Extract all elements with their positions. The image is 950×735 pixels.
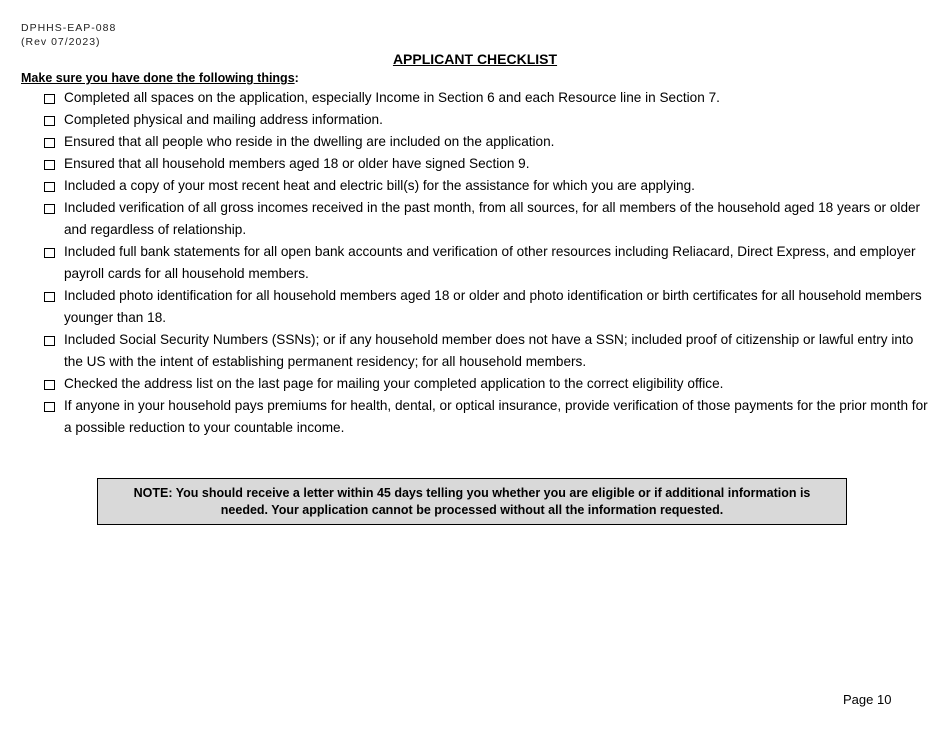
- checklist-item: [44, 373, 929, 395]
- checkbox[interactable]: [44, 94, 55, 104]
- checkbox[interactable]: [44, 292, 55, 302]
- checkbox[interactable]: [44, 138, 55, 148]
- checklist-item-text: Completed physical and mailing address information.: [64, 112, 383, 127]
- checkbox[interactable]: [44, 402, 55, 412]
- checkbox[interactable]: [44, 116, 55, 126]
- checklist-item: [44, 285, 929, 329]
- checkbox[interactable]: [44, 248, 55, 258]
- checklist-item-text: Included full bank statements for all open bank accounts and verification of other resources including Reliacard, Direct Express, and employer payroll cards for all household members.: [64, 244, 916, 281]
- page-title: APPLICANT CHECKLIST: [392, 51, 558, 67]
- checklist-intro-suffix: :: [294, 71, 299, 85]
- note-text: NOTE: You should receive a letter within 45 days telling you whether you are eligible or if additional information is needed. Your application cannot be processed without all the information requested.: [133, 485, 811, 517]
- checklist-item-text: Ensured that all household members aged 18 or older have signed Section 9.: [64, 156, 530, 171]
- form-number: DPHHS-EAP-088: [21, 22, 117, 34]
- checklist-item-text: Checked the address list on the last page for mailing your completed application to the correct eligibility office.: [64, 376, 724, 391]
- checklist-item: [44, 87, 929, 109]
- checkbox[interactable]: [44, 204, 55, 214]
- checklist-intro-label: Make sure you have done the following things: [21, 71, 295, 85]
- checklist-intro: [21, 71, 299, 85]
- note-box: [97, 478, 847, 525]
- form-id: [21, 21, 116, 49]
- checkbox[interactable]: [44, 336, 55, 346]
- checklist-item-text: Included a copy of your most recent heat and electric bill(s) for the assistance for which you are applying.: [64, 178, 695, 193]
- checklist-item-text: Ensured that all people who reside in the dwelling are included on the application.: [64, 134, 555, 149]
- checklist-item-text: Included Social Security Numbers (SSNs); or if any household member does not have a SSN; included proof of citizenship or lawful entry into the US with the intent of establishing permanent residency; for all household members.: [64, 332, 914, 369]
- checklist-item: [44, 109, 929, 131]
- checklist-item: [44, 395, 929, 439]
- checkbox[interactable]: [44, 182, 55, 192]
- page-number: Page 10: [843, 692, 892, 707]
- checklist-item: [44, 153, 929, 175]
- checklist-item-text: If anyone in your household pays premiums for health, dental, or optical insurance, provide verification of those payments for the prior month for a possible reduction to your countable income.: [64, 398, 928, 435]
- checklist-item: [44, 241, 929, 285]
- checklist-item-text: Completed all spaces on the application, especially Income in Section 6 and each Resource line in Section 7.: [64, 90, 720, 105]
- form-revision: (Rev 07/2023): [21, 36, 101, 48]
- checkbox[interactable]: [44, 160, 55, 170]
- checkbox[interactable]: [44, 380, 55, 390]
- checklist-item: [44, 131, 929, 153]
- checklist-item-text: Included verification of all gross incomes received in the past month, from all sources, for all members of the household aged 18 years or older and regardless of relationship.: [64, 200, 921, 237]
- checklist-item-text: Included photo identification for all household members aged 18 or older and photo identification or birth certificates for all household members younger than 18.: [64, 288, 922, 325]
- checklist-item: [44, 197, 929, 241]
- applicant-checklist: [44, 87, 929, 439]
- checklist-item: [44, 175, 929, 197]
- checklist-item: [44, 329, 929, 373]
